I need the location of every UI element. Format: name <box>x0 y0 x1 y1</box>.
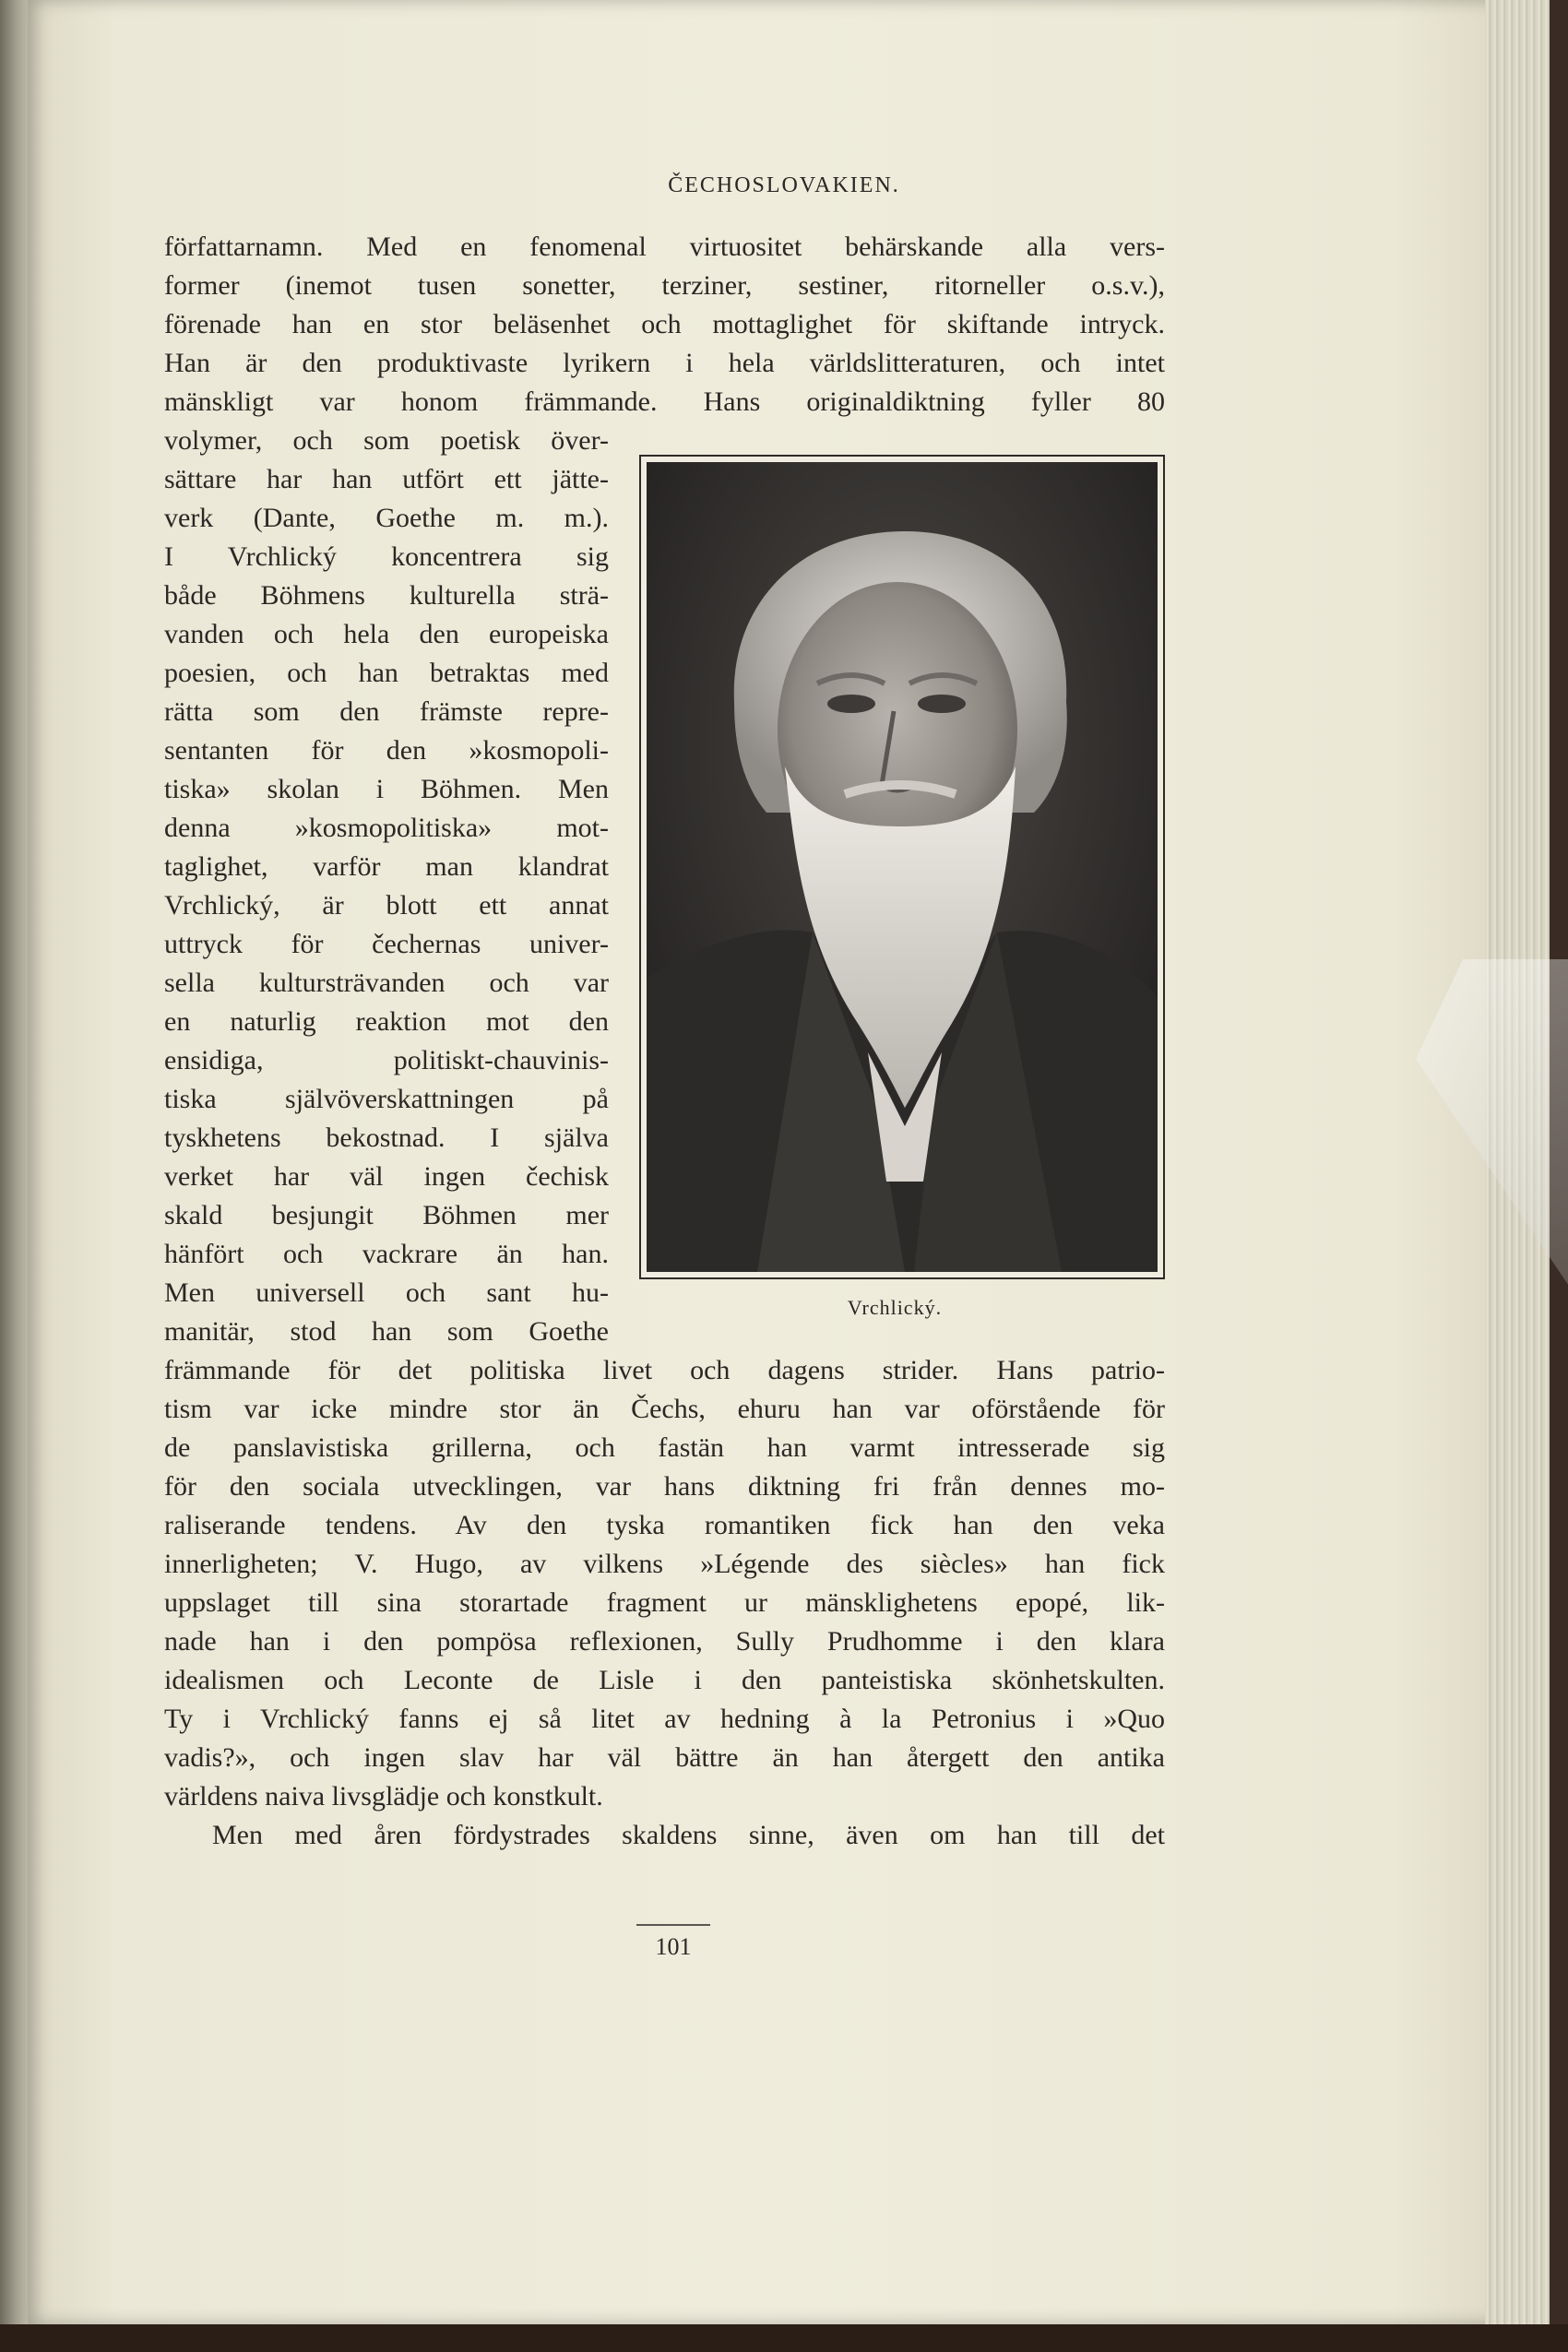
text-line: I Vrchlický koncentrera sig <box>164 541 609 572</box>
text-line: Men med åren fördystrades skaldens sinne, även om han till det <box>212 1820 1165 1850</box>
text-line: tiska självöverskattningen på <box>164 1084 609 1114</box>
text-line: hänfört och vackrare än han. <box>164 1239 609 1269</box>
text-line: taglighet, varför man klandrat <box>164 851 609 882</box>
text-line: uppslaget till sina storartade fragment ur mänsklighetens epopé, lik- <box>164 1587 1165 1618</box>
text-line: tism var icke mindre stor än Čechs, ehuru han var oförstående för <box>164 1394 1165 1424</box>
text-line: en naturlig reaktion mot den <box>164 1006 609 1037</box>
text-line: sella kultursträvanden och var <box>164 968 609 998</box>
text-line: vadis?», och ingen slav har väl bättre än han återgett den antika <box>164 1742 1165 1773</box>
text-line: Ty i Vrchlický fanns ej så litet av hedning à la Petronius i »Quo <box>164 1704 1165 1734</box>
background-bottom <box>0 2324 1568 2352</box>
text-line: tiska» skolan i Böhmen. Men <box>164 774 609 804</box>
text-line: Vrchlický, är blott ett annat <box>164 890 609 921</box>
text-line: verk (Dante, Goethe m. m.). <box>164 503 609 533</box>
text-line: poesien, och han betraktas med <box>164 658 609 688</box>
text-line: de panslavistiska grillerna, och fastän han varmt intresserade sig <box>164 1432 1165 1463</box>
text-line: idealismen och Leconte de Lisle i den panteistiska skönhetskulten. <box>164 1665 1165 1695</box>
text-line: manitär, stod han som Goethe <box>164 1316 609 1347</box>
text-line: mänskligt var honom främmande. Hans originaldiktning fyller 80 <box>164 386 1165 417</box>
page-number: 101 <box>655 1933 692 1960</box>
text-line: vanden och hela den europeiska <box>164 619 609 649</box>
text-line: former (inemot tusen sonetter, terziner, sestiner, ritorneller o.s.v.), <box>164 270 1165 301</box>
text-line: verket har väl ingen čechisk <box>164 1161 609 1192</box>
text-line: rätta som den främste repre- <box>164 696 609 727</box>
text-line: tyskhetens bekostnad. I själva <box>164 1123 609 1153</box>
text-line: Han är den produktivaste lyrikern i hela världslitteraturen, och intet <box>164 348 1165 378</box>
text-line: uttryck för čechernas univer- <box>164 929 609 959</box>
text-line: främmande för det politiska livet och dagens strider. Hans patrio- <box>164 1355 1165 1385</box>
text-line: skald besjungit Böhmen mer <box>164 1200 609 1230</box>
text-line: både Böhmens kulturella strä- <box>164 580 609 611</box>
text-line: författarnamn. Med en fenomenal virtuositet behärskande alla vers- <box>164 232 1165 262</box>
text-line: denna »kosmopolitiska» mot- <box>164 813 609 843</box>
text-line: sättare har han utfört ett jätte- <box>164 464 609 494</box>
text-line: sentanten för den »kosmopoli- <box>164 735 609 766</box>
portrait-image <box>647 462 1158 1272</box>
text-line: Men universell och sant hu- <box>164 1277 609 1308</box>
page-number-rule <box>636 1924 710 1926</box>
text-line: för den sociala utvecklingen, var hans diktning fri från dennes mo- <box>164 1471 1165 1502</box>
text-line: världens naiva livsglädje och konstkult. <box>164 1781 603 1812</box>
text-line: ensidiga, politiskt-chauvinis- <box>164 1045 609 1075</box>
text-line: raliserande tendens. Av den tyska romantiken fick han den veka <box>164 1510 1165 1540</box>
portrait-caption: Vrchlický. <box>847 1296 943 1319</box>
text-line: innerligheten; V. Hugo, av vilkens »Légende des siècles» han fick <box>164 1549 1165 1579</box>
text-line: nade han i den pompösa reflexionen, Sully Prudhomme i den klara <box>164 1626 1165 1657</box>
running-head: ČECHOSLOVAKIEN. <box>668 173 900 197</box>
text-line: förenade han en stor beläsenhet och mottaglighet för skiftande intryck. <box>164 309 1165 339</box>
text-line: volymer, och som poetisk över- <box>164 425 609 456</box>
portrait-photo <box>639 455 1165 1279</box>
